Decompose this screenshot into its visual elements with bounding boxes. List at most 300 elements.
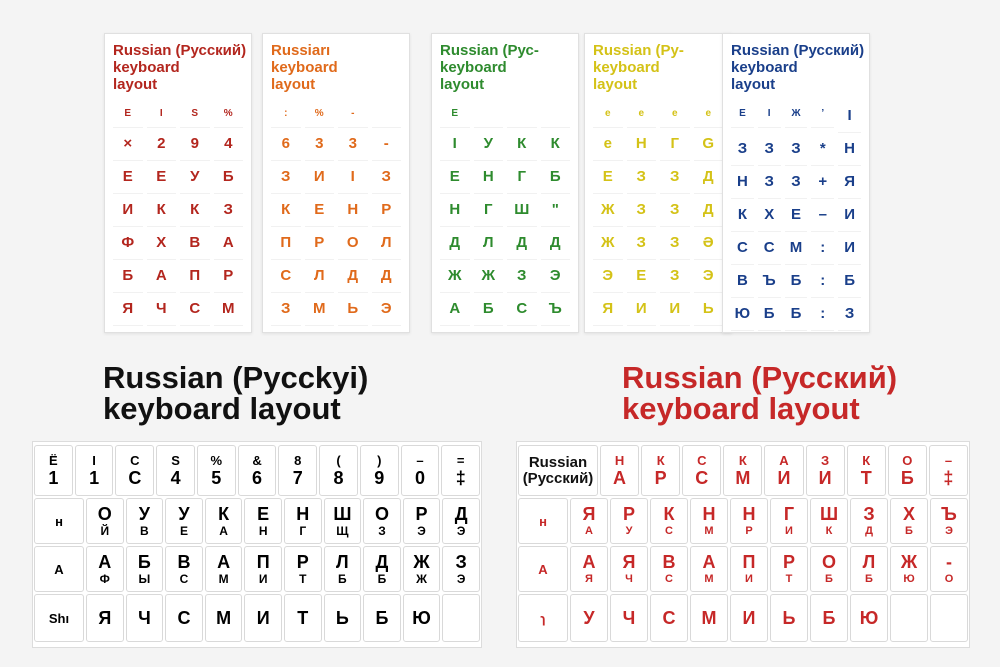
sticker-key [113, 194, 143, 227]
sticker-key [838, 133, 861, 166]
sticker-key [474, 161, 504, 194]
sticker-key [541, 326, 571, 333]
key-lower-label: С [665, 525, 673, 537]
key-lower-label: И [745, 573, 753, 585]
keyboard-key [770, 498, 808, 544]
sticker-key [694, 260, 724, 293]
sticker-key [147, 161, 177, 194]
sticker-key [731, 265, 754, 298]
key-lower-label: Б [905, 525, 913, 537]
sticker-key-label: Л [380, 234, 392, 251]
key-lower-label: Э [456, 524, 466, 538]
sticker-key [440, 161, 470, 194]
key-upper-label: Ш [819, 504, 839, 524]
key-lower-label: 1 [48, 468, 59, 488]
sticker-key-label: Д [347, 267, 359, 284]
sticker-key [113, 293, 143, 326]
key-upper-label: А [779, 453, 789, 468]
sticker-key [758, 166, 781, 199]
sticker-key-label: 6 [281, 135, 290, 152]
keyboard-row-label-key [518, 546, 568, 592]
sticker-key [660, 227, 690, 260]
keyboard-key [324, 546, 362, 592]
key-upper-label: Ъ [941, 504, 957, 524]
sticker-key-label: В [736, 272, 748, 289]
sticker-key [214, 227, 244, 260]
sticker-key [627, 293, 657, 326]
sticker-key [271, 128, 301, 161]
keyboard-row-label-key [518, 594, 568, 642]
key-label: Б [822, 608, 836, 628]
key-lower-label: Ы [138, 572, 151, 586]
sticker-key-label: Р [223, 267, 234, 284]
sticker-key [660, 260, 690, 293]
sticker-key [214, 161, 244, 194]
sticker-key-label: К [190, 201, 200, 218]
sticker-sheet-grid [593, 100, 723, 333]
sticker-key [838, 265, 861, 298]
key-upper-label: В [662, 552, 676, 572]
key-lower-label: Т [860, 468, 872, 488]
sticker-key [627, 326, 657, 333]
sticker-key-label: И [635, 300, 647, 317]
sticker-key-label: Н [844, 140, 855, 157]
keyboard-key [244, 594, 282, 642]
keyboard-key [730, 498, 768, 544]
sticker-key-label: З [636, 168, 646, 185]
keyboard-key [115, 445, 154, 496]
keyboard-key [730, 594, 768, 642]
keyboard-key [850, 498, 888, 544]
keyboard-key [244, 546, 282, 592]
sticker-key [440, 260, 470, 293]
sticker-key-label: Д [549, 234, 561, 251]
sticker-key [811, 232, 834, 265]
key-upper-label: & [252, 453, 262, 468]
sticker-key-label: Е [636, 267, 647, 284]
keyboard-sticker-red [516, 441, 970, 648]
key-lower-label: А [585, 525, 593, 537]
sticker-key [372, 260, 402, 293]
sticker-key-label: З [764, 140, 774, 157]
sticker-key [338, 161, 368, 194]
sticker-key [474, 293, 504, 326]
key-lower-label: 7 [292, 468, 303, 488]
sticker-key [731, 166, 754, 199]
key-lower-label: Р [654, 468, 667, 488]
key-upper-label: Г [783, 504, 795, 524]
key-lower-label: М [735, 468, 751, 488]
sticker-key [338, 260, 368, 293]
keyboard-key [888, 445, 927, 496]
sticker-key [694, 161, 724, 194]
keyboard-key [401, 445, 440, 496]
sticker-key-label: е [603, 135, 612, 152]
keyboard-key [360, 445, 399, 496]
sticker-key [758, 331, 781, 333]
key-upper-label: S [171, 453, 180, 468]
sticker-key [627, 161, 657, 194]
sticker-key-label: е [705, 108, 712, 119]
key-upper-label: З [821, 453, 830, 468]
sticker-key-label: Д [702, 201, 714, 218]
key-lower-label: С [695, 468, 709, 488]
key-upper-label: О [374, 504, 389, 524]
key-upper-label: А [702, 552, 716, 572]
sticker-key-label: З [281, 300, 291, 317]
sticker-key-label: М [789, 239, 803, 256]
keyboard-key [442, 546, 480, 592]
sticker-key-label: Е [790, 206, 801, 223]
sticker-key [214, 293, 244, 326]
sticker-key-label: А [449, 300, 461, 317]
key-lower-label: Щ [336, 524, 349, 538]
keyboard-key [403, 498, 441, 544]
keyboard-key [850, 546, 888, 592]
key-upper-label: – [416, 453, 424, 468]
sticker-key [758, 232, 781, 265]
key-lower-label: Е [179, 524, 188, 538]
sticker-key-label: З [281, 168, 291, 185]
key-upper-label: Л [862, 552, 876, 572]
keyboard-key [890, 498, 928, 544]
keyboard-key [650, 498, 688, 544]
sticker-sheet-grid [271, 100, 401, 333]
sticker-key [507, 100, 537, 128]
key-upper-label: П [256, 552, 270, 572]
sticker-key-label: Ж [600, 234, 615, 251]
key-upper-label: Б [137, 552, 151, 572]
key-label: Ь [782, 608, 796, 628]
key-lower-label: C [128, 468, 142, 488]
sticker-key-label: E [124, 108, 132, 119]
keyboard-key [205, 594, 243, 642]
sticker-key-label: Б [790, 305, 802, 322]
sticker-key-label: Н [347, 201, 359, 218]
sticker-key-label: Г [517, 168, 526, 185]
sticker-key-label: Ъ [548, 300, 562, 317]
sticker-key [338, 326, 368, 333]
sticker-key-label: У [483, 135, 493, 152]
key-lower-label: С [665, 573, 673, 585]
sticker-key [305, 161, 335, 194]
sticker-key [214, 100, 244, 128]
key-upper-label: 8 [294, 453, 302, 468]
key-upper-label: = [456, 453, 465, 468]
sticker-key [180, 161, 210, 194]
sticker-key [541, 128, 571, 161]
key-upper-label: С [697, 453, 707, 468]
key-lower-label: Б [825, 573, 833, 585]
sticker-key [507, 293, 537, 326]
sticker-key [758, 298, 781, 331]
key-lower-label: У [625, 525, 633, 537]
key-lower-label: А [219, 524, 228, 538]
sticker-key-label: – [818, 206, 827, 223]
sticker-key [147, 100, 177, 128]
sticker-key [627, 194, 657, 227]
sticker-sheet [104, 33, 252, 333]
key-upper-label: З [863, 504, 875, 524]
sticker-key-label: е [671, 108, 678, 119]
keyboard-key [403, 546, 441, 592]
key-lower-label: 0 [414, 468, 425, 488]
key-lower-label: Ж [416, 572, 427, 586]
sticker-key [440, 326, 470, 333]
sticker-key-label: К [156, 201, 166, 218]
sticker-key [474, 260, 504, 293]
keyboard-key [570, 498, 608, 544]
sticker-key [541, 100, 571, 128]
sticker-key-label: З [670, 168, 680, 185]
keyboard-key [442, 594, 480, 642]
keyboard-key [847, 445, 886, 496]
sticker-key [627, 100, 657, 128]
sticker-key-label: Д [702, 168, 714, 185]
keyboard-key [850, 594, 888, 642]
sticker-key [785, 331, 808, 333]
sticker-key-label: З [670, 201, 680, 218]
sticker-sheet [722, 33, 870, 333]
sticker-key [838, 166, 861, 199]
keyboard-row-label-key [34, 546, 84, 592]
sticker-key [785, 265, 808, 298]
sticker-key [731, 133, 754, 166]
keyboard-key [810, 546, 848, 592]
sticker-key-label: І [350, 168, 355, 185]
sticker-key [838, 331, 861, 333]
keyboard-key [86, 594, 124, 642]
sticker-key-label: А [222, 234, 234, 251]
sticker-sheet [584, 33, 732, 333]
keyboard-key [86, 498, 124, 544]
keyboard-row-label: н [55, 513, 63, 529]
sticker-key-label: × [123, 135, 133, 152]
sticker-key [811, 166, 834, 199]
sticker-key [372, 326, 402, 333]
sticker-key-label: М [313, 300, 326, 317]
sticker-key-label: Э [549, 267, 561, 284]
sticker-key-label: В [189, 234, 201, 251]
sticker-key [338, 227, 368, 260]
keyboard-key [324, 498, 362, 544]
keyboard-key [156, 445, 195, 496]
sticker-key [660, 194, 690, 227]
key-upper-label: У [138, 504, 150, 524]
sticker-key [372, 128, 402, 161]
sticker-key [440, 293, 470, 326]
sticker-key-label: П [280, 234, 292, 251]
key-label: Б [375, 608, 389, 628]
sticker-key-label: Б [763, 305, 775, 322]
sticker-key [811, 298, 834, 331]
key-lower-label: Б [377, 572, 387, 586]
key-upper-label: У [178, 504, 190, 524]
keyboard-key [205, 498, 243, 544]
key-upper-label: Н [296, 504, 310, 524]
sticker-key-label: Н [635, 135, 647, 152]
sticker-key-label: Ф [121, 234, 135, 251]
keyboard-key [442, 498, 480, 544]
sticker-key-label: У [190, 168, 200, 185]
sticker-key [811, 331, 834, 333]
sticker-key-label: Я [122, 300, 134, 317]
keyboard-key [650, 594, 688, 642]
sticker-key-label: : [820, 305, 826, 322]
sticker-key [838, 232, 861, 265]
keyboard-title-key [518, 445, 598, 496]
sticker-key-label: І [452, 135, 457, 152]
sticker-key-label: - [351, 108, 355, 119]
keyboard-key [126, 498, 164, 544]
keyboard-row-label: н [539, 513, 547, 529]
keyboard-key [806, 445, 845, 496]
sticker-sheet-grid [731, 100, 861, 333]
sticker-key [305, 227, 335, 260]
key-lower-label: И [785, 525, 793, 537]
keyboard-key [570, 546, 608, 592]
sticker-key [180, 260, 210, 293]
sticker-key-label: Е [602, 168, 613, 185]
sticker-key [593, 161, 623, 194]
key-label: Ю [859, 608, 879, 628]
sticker-key-label: Э [702, 267, 714, 284]
sticker-key-label: Г [483, 201, 493, 218]
sticker-key [627, 227, 657, 260]
sticker-key [660, 100, 690, 128]
sticker-key [474, 100, 504, 128]
sticker-key [785, 166, 808, 199]
key-lower-label: Ч [625, 573, 633, 585]
sticker-key [694, 227, 724, 260]
key-lower-label: Я [585, 573, 593, 585]
keyboard-row [33, 497, 481, 545]
sticker-key [372, 227, 402, 260]
sticker-key [113, 227, 143, 260]
keyboard-row [517, 444, 969, 497]
sticker-key [180, 100, 210, 128]
sticker-key-label: И [844, 206, 855, 223]
keyboard-key [690, 546, 728, 592]
keyboard-key [238, 445, 277, 496]
sticker-key-label: Ъ [762, 272, 776, 289]
sticker-key [338, 293, 368, 326]
sticker-key-label: Я [844, 173, 855, 190]
sticker-key [785, 100, 808, 128]
sticker-key [694, 100, 724, 128]
sticker-key [440, 227, 470, 260]
keyboard-row-label: А [54, 561, 64, 577]
keyboard-key [284, 594, 322, 642]
sticker-key-label: И [313, 168, 325, 185]
key-lower-label: Й [100, 524, 110, 538]
sticker-key [338, 128, 368, 161]
sticker-key-label: З [791, 173, 801, 190]
key-lower-label: З [378, 524, 386, 538]
key-lower-label: И [258, 572, 268, 586]
sticker-key-label: Ь [347, 300, 359, 317]
sticker-key [180, 128, 210, 161]
sticker-key-label: : [284, 108, 288, 119]
sticker-key [811, 133, 834, 166]
sticker-sheet-title: Russian (Ру- keyboard layout [593, 42, 684, 93]
sticker-sheet-title: Russian (Рус- keyboard layout [440, 42, 539, 93]
keyboard-key [75, 445, 114, 496]
keyboard-key [363, 594, 401, 642]
sticker-key-label: Р [381, 201, 392, 218]
sticker-key [474, 227, 504, 260]
sticker-key-label: Х [156, 234, 167, 251]
keyboard-key [205, 546, 243, 592]
sticker-key [507, 194, 537, 227]
keyboard-key [610, 594, 648, 642]
keyboard-key [34, 445, 73, 496]
key-lower-label: С [179, 572, 189, 586]
key-label: Ч [622, 608, 636, 628]
key-upper-label: Д [454, 504, 468, 524]
keyboard-row [517, 545, 969, 593]
keyboard-key [570, 594, 608, 642]
key-lower-label: Э [417, 524, 426, 538]
sticker-key-label: С [280, 267, 292, 284]
key-lower-label: Т [299, 572, 307, 586]
key-upper-label: - [946, 552, 952, 572]
key-upper-label: А [582, 552, 596, 572]
sticker-key [180, 194, 210, 227]
sticker-key [660, 128, 690, 161]
key-lower-label: М [704, 525, 714, 537]
keyboard-key [441, 445, 480, 496]
key-lower-label: 5 [211, 468, 222, 488]
sticker-key-label: 2 [157, 135, 166, 152]
sticker-key [731, 100, 754, 128]
key-lower-label: Г [299, 524, 307, 538]
keyboard-key [682, 445, 721, 496]
keyboard-sticker-black [32, 441, 482, 648]
sticker-sheet-title: Russian (Русский) keyboard layout [113, 42, 247, 93]
sticker-key [593, 260, 623, 293]
sticker-key-label: G [702, 135, 715, 152]
keyboard-row-label-key [518, 498, 568, 544]
key-label: Ь [335, 608, 349, 628]
sticker-key [838, 298, 861, 331]
key-lower-label: А [613, 468, 627, 488]
sticker-key [507, 227, 537, 260]
key-upper-label: % [210, 453, 223, 468]
keyboard-key [770, 546, 808, 592]
key-label: Ю [412, 608, 431, 628]
sticker-key-label: 3 [348, 135, 357, 152]
key-upper-label: Д [375, 552, 389, 572]
sticker-key [474, 194, 504, 227]
keyboard-key [930, 546, 968, 592]
keyboard-key [324, 594, 362, 642]
sticker-key-label: 3 [315, 135, 324, 152]
sticker-sheet [262, 33, 410, 333]
keyboard-row [33, 593, 481, 643]
sticker-key-label: И [669, 300, 681, 317]
sticker-key-label: Е [122, 168, 133, 185]
sticker-key-label: С [516, 300, 528, 317]
sticker-key [627, 260, 657, 293]
key-lower-label: О [944, 573, 954, 585]
sticker-key [541, 293, 571, 326]
key-label: У [583, 608, 595, 628]
sticker-key [541, 161, 571, 194]
sticker-key-label: Д [449, 234, 461, 251]
keyboard-row-label: ɿ [540, 610, 546, 626]
sticker-key [785, 133, 808, 166]
